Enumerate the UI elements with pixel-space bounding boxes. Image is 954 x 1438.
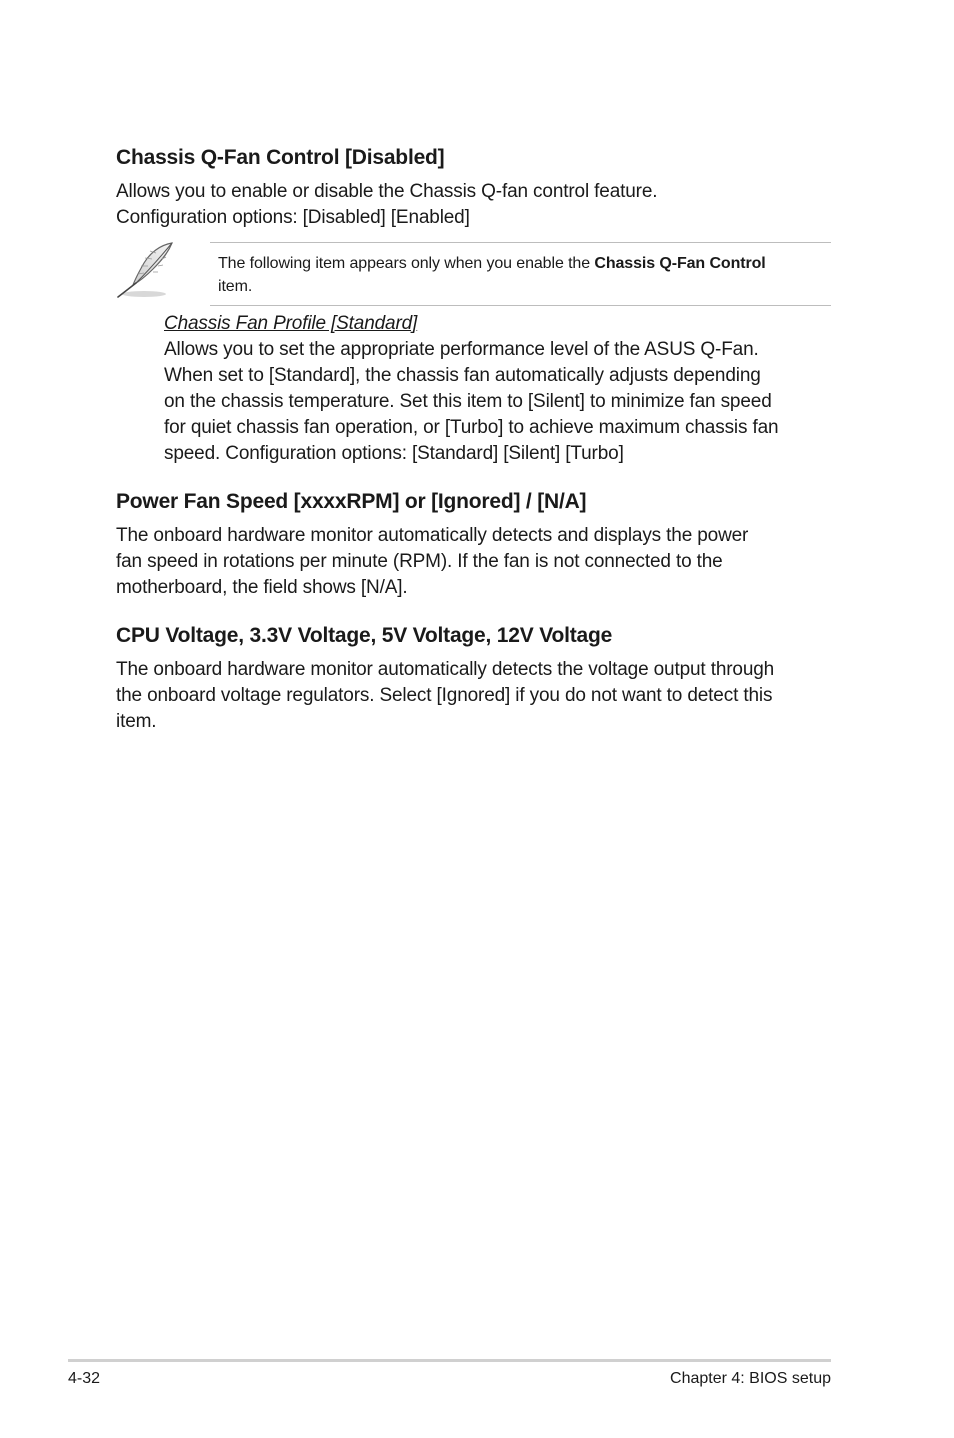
section-body-chassis-qfan-control bbox=[116, 179, 657, 231]
section-heading-voltages: CPU Voltage, 3.3V Voltage, 5V Voltage, 12V Voltage bbox=[116, 624, 613, 647]
note-line bbox=[218, 252, 766, 275]
body-line: The onboard hardware monitor automatically detects and displays the power bbox=[116, 525, 749, 546]
chapter-title: Chapter 4: BIOS setup bbox=[670, 1370, 831, 1387]
body-line: speed. Configuration options: [Standard] [Silent] [Turbo] bbox=[164, 443, 624, 464]
body-line: motherboard, the field shows [N/A]. bbox=[116, 577, 408, 598]
section-heading-power-fan-speed: Power Fan Speed [xxxxRPM] or [Ignored] / [N/A] bbox=[116, 490, 587, 513]
body-line: on the chassis temperature. Set this item to [Silent] to minimize fan speed bbox=[164, 391, 772, 412]
note-box bbox=[210, 242, 831, 306]
body-line: Configuration options: [Disabled] [Enabled] bbox=[116, 207, 470, 228]
page-number: 4-32 bbox=[68, 1370, 101, 1387]
note-line: item. bbox=[218, 278, 253, 295]
section-body-power-fan-speed bbox=[116, 523, 748, 601]
note-text bbox=[218, 252, 766, 298]
body-line: for quiet chassis fan operation, or [Turbo] to achieve maximum chassis fan bbox=[164, 417, 779, 438]
note-text-plain: The following item appears only when you enable the bbox=[218, 255, 595, 272]
body-line: fan speed in rotations per minute (RPM). If the fan is not connected to the bbox=[116, 551, 723, 572]
body-line: Allows you to set the appropriate performance level of the ASUS Q-Fan. bbox=[164, 339, 759, 360]
footer-divider bbox=[68, 1359, 831, 1362]
subitem-body bbox=[164, 337, 778, 467]
section-body-voltages bbox=[116, 657, 774, 735]
body-line: item. bbox=[116, 711, 157, 732]
subitem-title-chassis-fan-profile: Chassis Fan Profile [Standard] bbox=[164, 313, 418, 334]
body-line: the onboard voltage regulators. Select [Ignored] if you do not want to detect this bbox=[116, 685, 773, 706]
feather-pen-icon bbox=[114, 239, 180, 299]
body-line: The onboard hardware monitor automatically detects the voltage output through bbox=[116, 659, 775, 680]
body-line: When set to [Standard], the chassis fan automatically adjusts depending bbox=[164, 365, 761, 386]
section-heading-chassis-qfan-control: Chassis Q-Fan Control [Disabled] bbox=[116, 146, 445, 169]
body-line: Allows you to enable or disable the Chassis Q-fan control feature. bbox=[116, 181, 658, 202]
note-text-bold: Chassis Q-Fan Control bbox=[594, 255, 766, 272]
